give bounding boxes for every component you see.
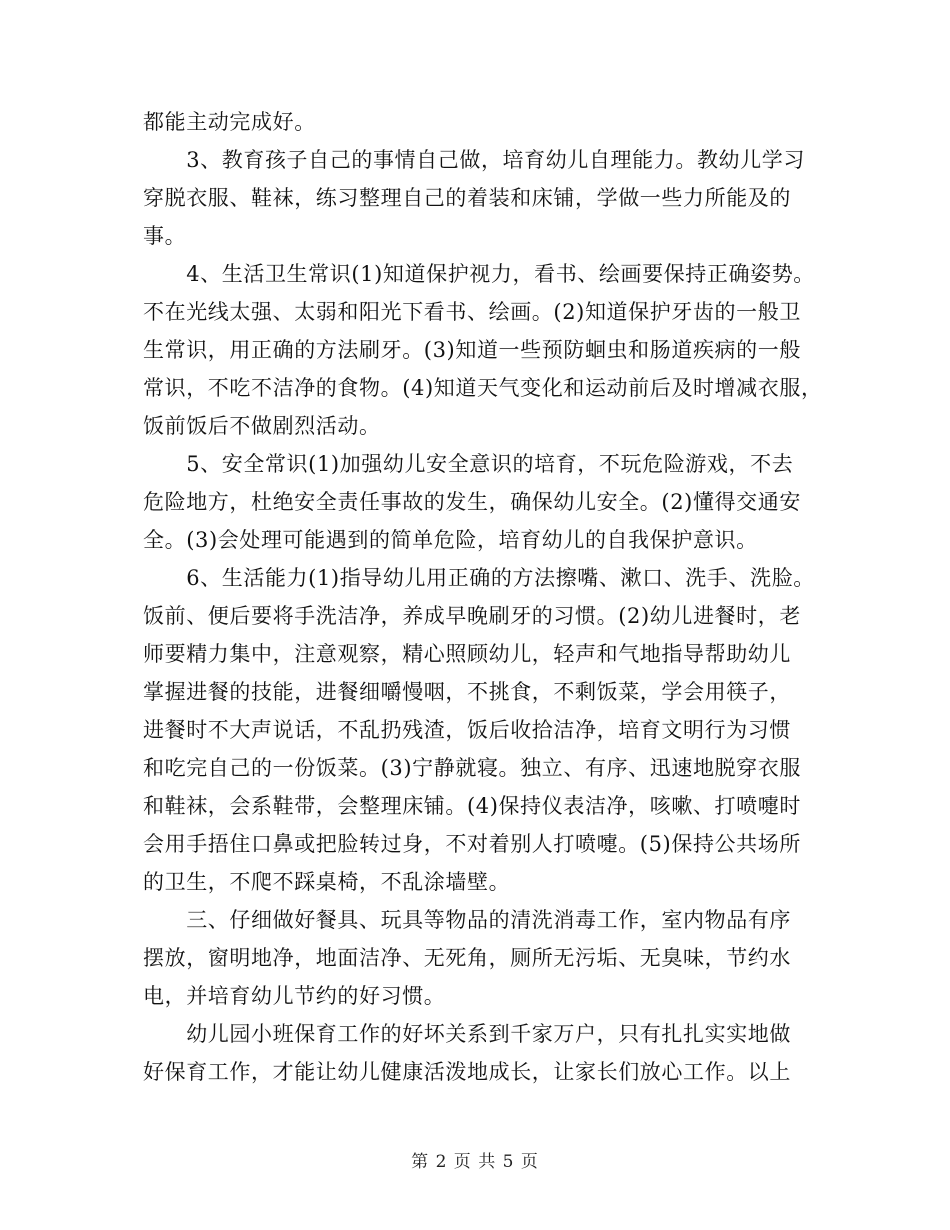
page-number-footer: 第 2 页 共 5 页 <box>411 1152 539 1172</box>
text-line: 幼儿园小班保育工作的好坏关系到千家万户，只有扎扎实实地做 <box>143 1022 791 1046</box>
text-line: 不在光线太强、太弱和阳光下看书、绘画。(2)知道保护牙齿的一般卫 <box>143 300 801 324</box>
text-line: 的卫生，不爬不踩桌椅，不乱涂墙壁。 <box>143 870 511 894</box>
text-line: 都能主动完成好。 <box>143 110 316 134</box>
text-line: 3、教育孩子自己的事情自己做，培育幼儿自理能力。教幼儿学习 <box>143 148 805 172</box>
text-line: 饭前、便后要将手洗洁净，养成早晚刷牙的习惯。(2)幼儿进餐时，老 <box>143 604 801 628</box>
text-line: 6、生活能力(1)指导幼儿用正确的方法擦嘴、漱口、洗手、洗脸。 <box>143 566 815 590</box>
text-line: 4、生活卫生常识(1)知道保护视力，看书、绘画要保持正确姿势。 <box>143 262 815 286</box>
text-line: 危险地方，杜绝安全责任事故的发生，确保幼儿安全。(2)懂得交通安 <box>143 490 801 514</box>
text-line: 事。 <box>143 224 187 248</box>
text-line: 进餐时不大声说话，不乱扔残渣，饭后收拾洁净，培育文明行为习惯 <box>143 718 791 742</box>
text-line: 饭前饭后不做剧烈活动。 <box>143 414 381 438</box>
text-line: 和鞋袜，会系鞋带，会整理床铺。(4)保持仪表洁净，咳嗽、打喷嚏时 <box>143 794 801 818</box>
text-line: 摆放，窗明地净，地面洁净、无死角，厕所无污垢、无臭味，节约水 <box>143 946 791 970</box>
text-line: 会用手捂住口鼻或把脸转过身，不对着别人打喷嚏。(5)保持公共场所 <box>143 832 801 856</box>
text-line: 全。(3)会处理可能遇到的简单危险，培育幼儿的自我保护意识。 <box>143 528 758 552</box>
text-line: 常识，不吃不洁净的食物。(4)知道天气变化和运动前后及时增减衣服， <box>143 376 823 400</box>
text-line: 师要精力集中，注意观察，精心照顾幼儿，轻声和气地指导帮助幼儿 <box>143 642 791 666</box>
text-line: 三、仔细做好餐具、玩具等物品的清洗消毒工作，室内物品有序 <box>143 908 791 932</box>
text-line: 5、安全常识(1)加强幼儿安全意识的培育，不玩危险游戏，不去 <box>143 452 794 476</box>
text-line: 生常识，用正确的方法刷牙。(3)知道一些预防蛔虫和肠道疾病的一般 <box>143 338 801 362</box>
text-line: 掌握进餐的技能，进餐细嚼慢咽，不挑食，不剩饭菜，学会用筷子， <box>143 680 791 704</box>
text-line: 和吃完自己的一份饭菜。(3)宁静就寝。独立、有序、迅速地脱穿衣服 <box>143 756 801 780</box>
text-line: 电，并培育幼儿节约的好习惯。 <box>143 984 446 1008</box>
document-body <box>143 103 823 1091</box>
text-line: 穿脱衣服、鞋袜，练习整理自己的着装和床铺，学做一些力所能及的 <box>143 186 791 210</box>
text-line: 好保育工作，才能让幼儿健康活泼地成长，让家长们放心工作。以上 <box>143 1060 791 1084</box>
